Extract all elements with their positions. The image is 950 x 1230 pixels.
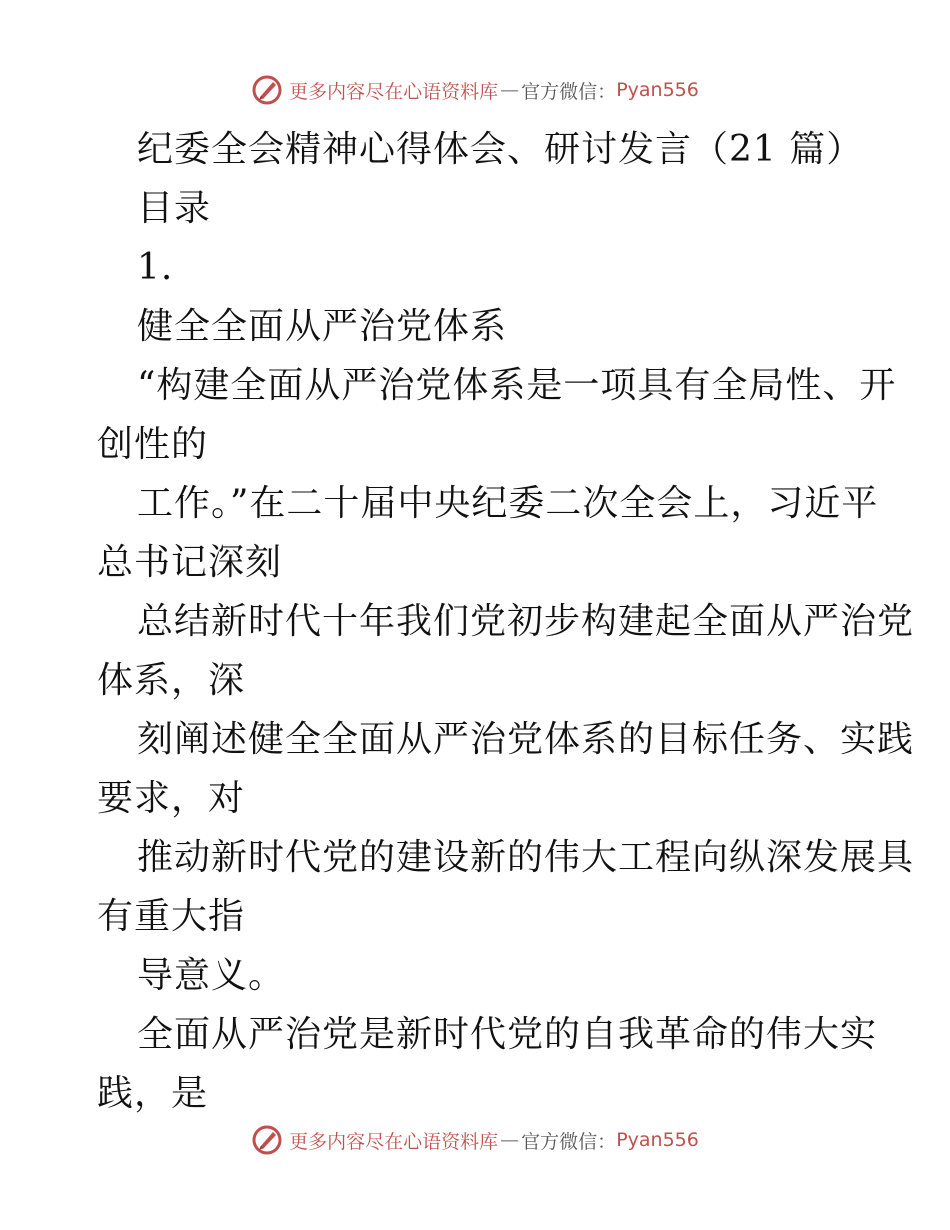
header-banner (0, 70, 950, 110)
footer-wechat-id: Pyan556 (616, 1129, 699, 1151)
paragraph-line: 创性的 (97, 424, 209, 465)
document-title: 纪委全会精神心得体会、研讨发言（21 篇） (137, 129, 864, 170)
paragraph-line: 体系，深 (97, 660, 246, 701)
paragraph-line: “构建全面从严治党体系是一项具有全局性、开 (137, 365, 897, 406)
header-wechat-label: 官方微信： (521, 80, 617, 103)
quill-logo-icon (251, 1124, 283, 1156)
paragraph-line: 总书记深刻 (97, 542, 283, 583)
quill-logo-icon (251, 74, 283, 106)
header-dash: — (500, 79, 520, 101)
paragraph-line: 践，是 (97, 1073, 209, 1114)
paragraph-line: 工作。”在二十届中央纪委二次全会上，习近平 (137, 483, 879, 524)
footer-text: 更多内容尽在心语资料库 (289, 1130, 499, 1153)
paragraph-line: 全面从严治党是新时代党的自我革命的伟大实 (137, 1014, 878, 1055)
footer-dash: — (500, 1129, 520, 1151)
header-text: 更多内容尽在心语资料库 (289, 80, 499, 103)
section-number: 1. (137, 247, 174, 288)
paragraph-line: 要求，对 (97, 778, 246, 819)
paragraph-line: 刻阐述健全全面从严治党体系的目标任务、实践 (137, 719, 915, 760)
toc-heading: 目录 (137, 188, 212, 229)
document-body (97, 120, 915, 1123)
header-wechat-id: Pyan556 (616, 79, 699, 101)
footer-banner (0, 1120, 950, 1160)
section-heading: 健全全面从严治党体系 (137, 306, 508, 347)
paragraph-line: 总结新时代十年我们党初步构建起全面从严治党 (137, 601, 915, 642)
paragraph-line: 导意义。 (137, 955, 286, 996)
paragraph-line: 有重大指 (97, 896, 246, 937)
paragraph-line: 推动新时代党的建设新的伟大工程向纵深发展具 (137, 837, 915, 878)
footer-wechat-label: 官方微信： (521, 1130, 617, 1153)
